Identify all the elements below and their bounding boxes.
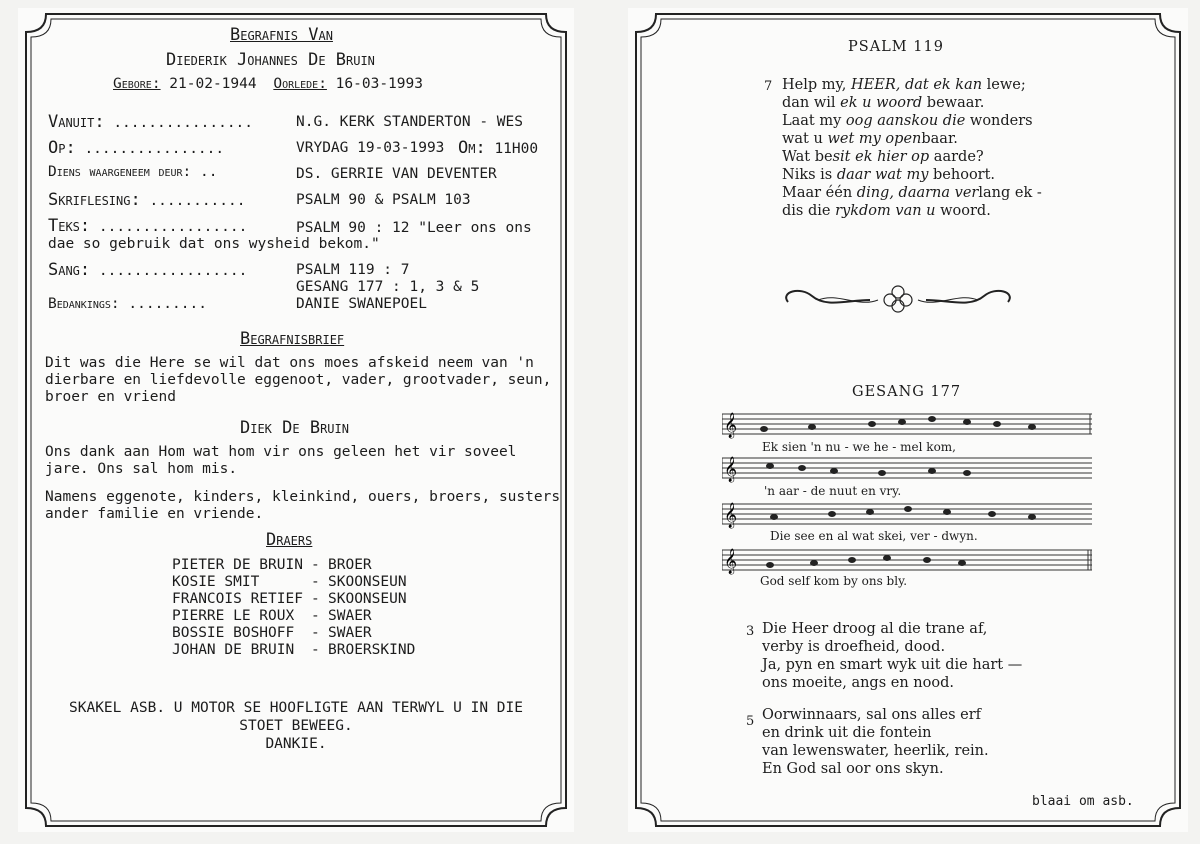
time-line: Om: 11H00 xyxy=(458,138,539,158)
svg-text:𝄞: 𝄞 xyxy=(724,549,738,574)
bearer-name: JOHAN DE BRUIN xyxy=(172,642,295,658)
verse-3: Die Heer droog al die trane af, verby is droefheid, dood. Ja, pyn en smart wyk uit die hart — ons moeite, angs en nood. xyxy=(762,621,1023,691)
svg-text:𝄞: 𝄞 xyxy=(724,503,738,528)
staff-1 xyxy=(722,412,1092,438)
bearer-sep: - xyxy=(311,591,320,607)
bearer-sep: - xyxy=(311,642,320,658)
detail-value: PSALM 90 : 12 "Leer ons ons xyxy=(296,220,532,236)
born-line xyxy=(113,76,423,92)
ornament-flourish-icon xyxy=(778,278,1018,322)
thanks-text: Ons dank aan Hom wat hom vir ons geleen het vir soveel jare. Ons sal hom mis. xyxy=(45,444,517,477)
bearer-name: KOSIE SMIT xyxy=(172,574,260,590)
left-page xyxy=(18,8,574,832)
letter-intro: Dit was die Here se wil dat ons moes afskeid neem van 'n dierbare en liefdevolle eggenoot, vader, grootvader, seun, broer en vriend xyxy=(45,355,552,405)
bearer-relation: SKOONSEUN xyxy=(328,574,407,590)
detail-value: DS. GERRIE VAN DEVENTER xyxy=(296,166,497,182)
lyric-line-3: Die see en al wat skei, ver - dwyn. xyxy=(770,529,978,543)
verse-5: Oorwinnaars, sal ons alles erf en drink uit die fontein van lewenswater, heerlik, rein. En God sal oor ons skyn. xyxy=(762,707,989,777)
sang-second: GESANG 177 : 1, 3 & 5 xyxy=(296,279,480,295)
on-behalf-text: Namens eggenote, kinders, kleinkind, ouers, broers, susters ander familie en vriende. xyxy=(45,489,561,522)
deceased-name: Diederik Johannes De Bruin xyxy=(166,50,375,70)
detail-value: DANIE SWANEPOEL xyxy=(296,296,427,312)
music-notation xyxy=(722,410,1094,590)
bearer-sep: - xyxy=(311,608,320,624)
bearer-sep: - xyxy=(311,557,320,573)
psalm-verse-number: 7 xyxy=(764,79,773,94)
detail-row: Skriflesing: ........... xyxy=(48,190,246,210)
letter-title: Begrafnisbrief xyxy=(240,329,345,349)
detail-row: Vanuit: ................ xyxy=(48,112,254,132)
bearer-name: PIERRE LE ROUX xyxy=(172,608,295,624)
psalm-title: PSALM 119 xyxy=(848,39,944,55)
detail-value: VRYDAG 19-03-1993 xyxy=(296,140,445,156)
staff-2 xyxy=(722,456,1092,482)
died-date: 16-03-1993 xyxy=(335,76,423,92)
staff-4 xyxy=(722,548,1092,574)
lyric-line-2: 'n aar - de nuut en vry. xyxy=(764,484,902,498)
bearer-relation: SWAER xyxy=(328,625,372,641)
notice-line-3: DANKIE. xyxy=(265,736,327,752)
verse-5-number: 5 xyxy=(746,714,755,729)
detail-value: PSALM 119 : 7 xyxy=(296,262,410,278)
detail-row: Sang: ................. xyxy=(48,260,248,280)
bearer-relation: BROERSKIND xyxy=(328,642,416,658)
staff-3 xyxy=(722,502,1092,528)
right-page xyxy=(628,8,1188,832)
lyric-line-4: God self kom by ons bly. xyxy=(760,574,908,588)
detail-row: Diens waargeneem deur: .. xyxy=(48,164,218,180)
born-date: 21-02-1944 xyxy=(169,76,257,92)
svg-text:𝄞: 𝄞 xyxy=(724,457,738,482)
notice-line-1: SKAKEL ASB. U MOTOR SE HOOFLIGTE AAN TERWYL U IN DIE xyxy=(69,700,523,716)
detail-value: PSALM 90 & PSALM 103 xyxy=(296,192,471,208)
detail-row: Bedankings: ......... xyxy=(48,296,207,312)
nickname: Diek De Bruin xyxy=(240,418,349,438)
psalm-verse: Help my, HEER, dat ek kan lewe; dan wil ek u woord bewaar. Laat my oog aanskou die wonders wat u wet my openbaar. Wat besit ek hier op aarde? Niks is daar wat my behoort. Maar één ding, daarna verlang ek - dis die rykdom van u woord. xyxy=(782,77,1042,219)
bearers-title: Draers xyxy=(266,530,313,550)
bearer-name: BOSSIE BOSHOFF xyxy=(172,625,295,641)
detail-value: N.G. KERK STANDERTON - WES xyxy=(296,114,523,130)
notice-line-2: STOET BEWEEG. xyxy=(239,718,353,734)
lyric-line-1: Ek sien 'n nu - we he - mel kom, xyxy=(762,440,956,454)
teks-continuation: dae so gebruik dat ons wysheid bekom." xyxy=(48,236,380,252)
born-label: Gebore: xyxy=(113,76,161,92)
bearer-sep: - xyxy=(311,625,320,641)
died-label: Oorlede: xyxy=(273,76,327,92)
bearer-relation: SKOONSEUN xyxy=(328,591,407,607)
detail-row: Op: ................ xyxy=(48,138,225,158)
bearer-name: PIETER DE BRUIN xyxy=(172,557,303,573)
treble-clef-icon: 𝄞 xyxy=(724,413,738,438)
turn-over-note: blaai om asb. xyxy=(1032,794,1134,809)
funeral-title: Begrafnis Van xyxy=(230,25,333,45)
bearer-relation: BROER xyxy=(328,557,372,573)
detail-row: Teks: ................. xyxy=(48,216,248,236)
verse-3-number: 3 xyxy=(746,624,755,639)
bearer-sep: - xyxy=(311,574,320,590)
bearer-name: FRANCOIS RETIEF xyxy=(172,591,303,607)
bearer-relation: SWAER xyxy=(328,608,372,624)
gesang-title: GESANG 177 xyxy=(852,384,962,400)
